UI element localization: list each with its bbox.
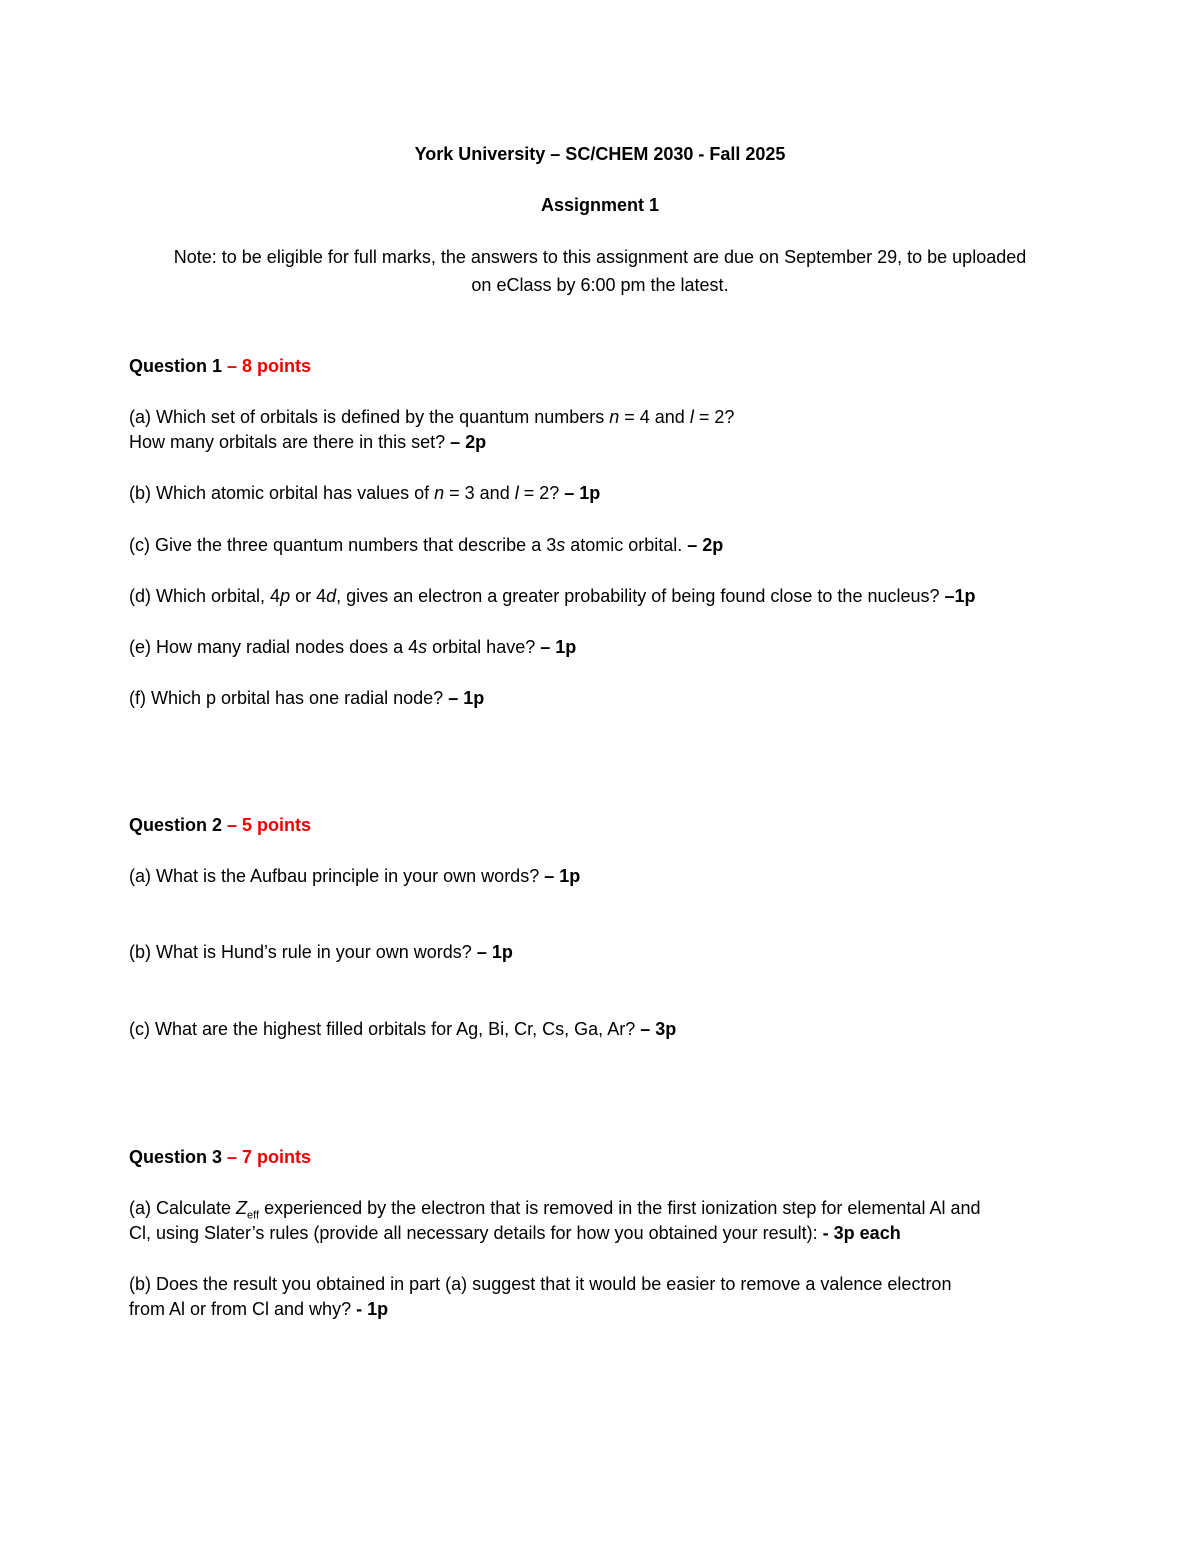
q2b-text: (b) What is Hund’s rule in your own words? [129,942,477,962]
q1e-points: – 1p [540,637,577,657]
q1-part-e [129,635,576,659]
q2-part-a [129,864,580,888]
q1-part-a-line-2 [129,430,486,454]
q1d-mid: or 4 [290,586,327,606]
note-line-2: on eClass by 6:00 pm the latest. [471,275,729,295]
course-title: York University – SC/CHEM 2030 - Fall 2025 [414,144,786,164]
q1b-l: l [514,483,519,503]
q1d-points: –1p [944,586,976,606]
q1d-text: (d) Which orbital, 4 [129,586,281,606]
question-2-heading [129,813,311,837]
question-2-points: – 5 points [222,815,312,835]
q1a-points: – 2p [450,432,487,452]
question-3-points: – 7 points [222,1147,312,1167]
q3a-post: experienced by the electron that is removed in the first ionization step for elemental Al and [259,1198,981,1218]
q2b-points: – 1p [476,942,513,962]
q1e-s: s [418,637,428,657]
q3a-line2-text: Cl, using Slater’s rules (provide all necessary details for how you obtained your result): [129,1223,823,1243]
question-2-label: Question 2 [129,815,223,835]
q3-part-b-line-2 [129,1297,388,1321]
q1-part-c [129,533,723,557]
note-line-1: Note: to be eligible for full marks, the answers to this assignment are due on September 29, to be uploaded [173,247,1027,267]
q1d-p: p [280,586,291,606]
q1a-line2-text: How many orbitals are there in this set? [129,432,451,452]
question-1-heading [129,354,311,378]
q2-part-b [129,940,513,964]
q1-part-f [129,686,484,710]
q2c-points: – 3p [640,1019,677,1039]
q3a-eff-subscript: eff [247,1209,260,1222]
q1f-text: (f) Which p orbital has one radial node? [129,688,449,708]
q1b-mid: = 3 and [444,483,515,503]
q1b-n: n [434,483,445,503]
q1a-text: (a) Which set of orbitals is defined by the quantum numbers [129,407,610,427]
q1a-post: = 2? [693,407,735,427]
question-1-label: Question 1 [129,356,223,376]
q1c-post: atomic orbital. [565,535,688,555]
q3a-points: - 3p each [822,1223,901,1243]
q1d-post: , gives an electron a greater probability of being found close to the nucleus? [336,586,945,606]
q1-part-b [129,481,600,505]
q2c-text: (c) What are the highest filled orbitals for Ag, Bi, Cr, Cs, Ga, Ar? [129,1019,641,1039]
q1c-s: s [556,535,566,555]
question-1-points: – 8 points [222,356,312,376]
q3b-line2-text: from Al or from Cl and why? [129,1299,357,1319]
q1e-text: (e) How many radial nodes does a 4 [129,637,419,657]
q1c-points: – 2p [687,535,724,555]
q1a-l: l [689,407,694,427]
q1-part-a-line-1 [129,405,734,429]
q3-part-b-line-1 [129,1272,951,1296]
q3b-points: - 1p [356,1299,389,1319]
q2a-text: (a) What is the Aufbau principle in your own words? [129,866,545,886]
q1a-mid: = 4 and [619,407,690,427]
q1b-text: (b) Which atomic orbital has values of [129,483,435,503]
question-3-heading [129,1145,311,1169]
q1a-n: n [609,407,620,427]
q3a-z: Z [236,1198,248,1218]
q3a-text: (a) Calculate [129,1198,237,1218]
q2a-points: – 1p [544,866,581,886]
q3b-text: (b) Does the result you obtained in part (a) suggest that it would be easier to remove a valence electron [129,1274,952,1294]
q1c-text: (c) Give the three quantum numbers that describe a 3 [129,535,557,555]
q1b-points: – 1p [564,483,601,503]
q2-part-c [129,1017,676,1041]
q1b-post: = 2? [518,483,565,503]
q3-part-a-line-2 [129,1221,901,1245]
q1f-points: – 1p [448,688,485,708]
q1e-post: orbital have? [427,637,541,657]
question-3-label: Question 3 [129,1147,223,1167]
q1-part-d [129,584,976,608]
assignment-title: Assignment 1 [540,195,660,215]
q1d-d: d [326,586,337,606]
